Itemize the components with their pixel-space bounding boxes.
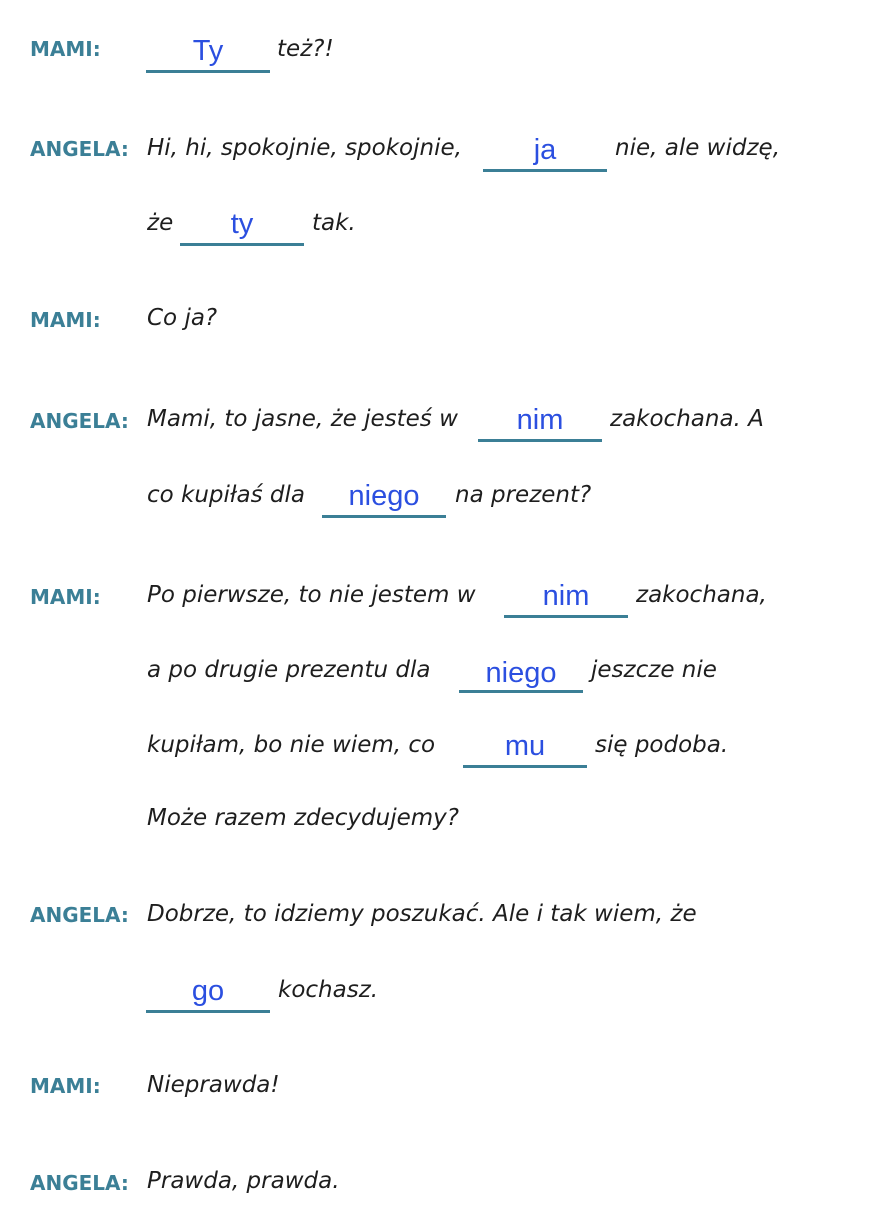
answer-blank-9[interactable] [146,974,270,1013]
speaker-label: ANGELA: [30,903,129,927]
dialogue-text: też?! [277,36,334,62]
answer-blank-8[interactable] [463,729,587,768]
speaker-label: ANGELA: [30,409,129,433]
dialogue-text: zakochana. A [610,406,764,432]
dialogue-text: Co ja? [147,305,218,331]
answer-blank-2[interactable] [483,133,607,172]
answer-input[interactable]: Ty [192,35,224,67]
speaker-label: MAMI: [30,308,101,332]
dialogue-text: się podoba. [595,732,729,758]
answer-input[interactable]: ty [230,208,254,240]
dialogue-text: Prawda, prawda. [147,1168,340,1194]
answer-input[interactable]: nim [542,580,590,612]
dialogue-text: a po drugie prezentu dla [147,657,431,683]
speaker-label: MAMI: [30,37,101,61]
speaker-label: ANGELA: [30,137,129,161]
dialogue-text: Może razem zdecydujemy? [147,805,459,831]
answer-blank-3[interactable] [180,207,304,246]
dialogue-text: Dobrze, to idziemy poszukać. Ale i tak wiem, że [147,901,697,927]
dialogue-text: że [147,210,174,236]
speaker-label: MAMI: [30,585,101,609]
dialogue-text: kupiłam, bo nie wiem, co [147,732,436,758]
answer-input[interactable]: go [191,975,225,1007]
dialogue-text: Mami, to jasne, że jesteś w [147,406,458,432]
answer-input[interactable]: mu [504,730,546,762]
answer-blank-1[interactable] [146,34,270,73]
dialogue-text: tak. [312,210,356,236]
dialogue-text: Nieprawda! [147,1072,280,1098]
answer-input[interactable]: niego [485,657,557,689]
dialogue-text: jeszcze nie [591,657,717,683]
answer-blank-7[interactable] [459,654,583,693]
speaker-label: MAMI: [30,1074,101,1098]
dialogue-text: co kupiłaś dla [147,482,305,508]
answer-blank-4[interactable] [478,403,602,442]
answer-input[interactable]: ja [533,134,557,166]
dialogue-text: Po pierwsze, to nie jestem w [147,582,476,608]
dialogue-text: zakochana, [636,582,767,608]
answer-input[interactable]: nim [516,404,564,436]
answer-blank-6[interactable] [504,579,628,618]
answer-input[interactable]: niego [348,480,420,512]
dialogue-text: Hi, hi, spokojnie, spokojnie, [147,135,462,161]
dialogue-text: kochasz. [278,977,379,1003]
dialogue-text: na prezent? [455,482,592,508]
dialogue-text: nie, ale widzę, [615,135,781,161]
speaker-label: ANGELA: [30,1171,129,1195]
answer-blank-5[interactable] [322,479,446,518]
